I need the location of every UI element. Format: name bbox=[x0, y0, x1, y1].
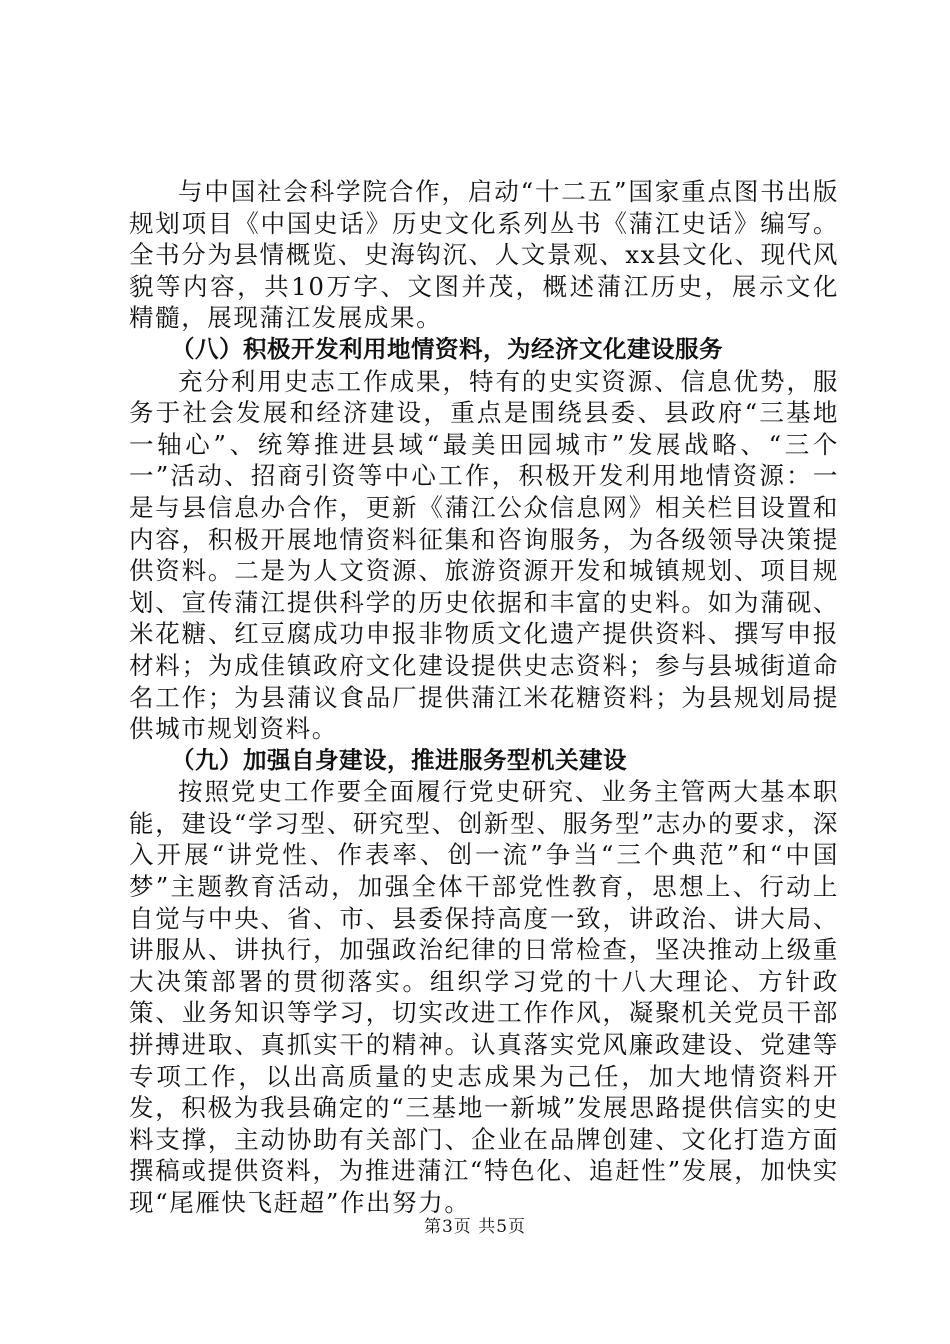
document-body bbox=[129, 176, 839, 1219]
body-paragraph: 与中国社会科学院合作，启动“十二五”国家重点图书出版规划项目《中国史话》历史文化系列丛书《蒲江史话》编写。全书分为县情概览、史海钩沉、人文景观、xx县文化、现代风貌等内容，共10万字、文图并茂，概述蒲江历史，展示文化精髓，展现蒲江发展成果。 bbox=[129, 177, 839, 333]
section-heading-8: （八）积极开发利用地情资料，为经济文化建设服务 bbox=[171, 334, 723, 363]
body-paragraph: 充分利用史志工作成果，特有的史实资源、信息优势，服务于社会发展和经济建设，重点是围绕县委、县政府“三基地一轴心”、统筹推进县域“最美田园城市”发展战略、“三个一”活动、招商引资等中心工作，积极开发利用地情资源：一是与县信息办合作，更新《蒲江公众信息网》相关栏目设置和内容，积极开展地情资料征集和咨询服务，为各级领导决策提供资料。二是为人文资源、旅游资源开发和城镇规划、项目规划、宣传蒲江提供科学的历史依据和丰富的史料。如为蒲砚、米花糖、红豆腐成功申报非物质文化遗产提供资料、撰写申报材料；为成佳镇政府文化建设提供史志资料；参与县城街道命名工作；为县蒲议食品厂提供蒲江米花糖资料；为县规划局提供城市规划资料。 bbox=[129, 366, 839, 744]
page-footer: 第3页 共5页 bbox=[423, 1217, 527, 1237]
section-heading-9: （九）加强自身建设，推进服务型机关建设 bbox=[171, 745, 627, 774]
body-paragraph: 按照党史工作要全面履行党史研究、业务主管两大基本职能，建设“学习型、研究型、创新型、服务型”志办的要求，深入开展“讲党性、作表率、创一流”争当“三个典范”和“中国梦”主题教育活动，加强全体干部党性教育，思想上、行动上自觉与中央、省、市、县委保持高度一致，讲政治、讲大局、讲服从、讲执行，加强政治纪律的日常检查，坚决推动上级重大决策部署的贯彻落实。组织学习党的十八大理论、方针政策、业务知识等学习，切实改进工作作风，凝聚机关党员干部拼搏进取、真抓实干的精神。认真落实党风廉政建设、党建等专项工作，以出高质量的史志成果为己任，加大地情资料开发，积极为我县确定的“三基地一新城”发展思路提供信实的史料支撑，主动协助有关部门、企业在品牌创建、文化打造方面撰稿或提供资料，为推进蒲江“特色化、追赶性”发展，加快实现“尾雁快飞赶超”作出努力。 bbox=[129, 777, 839, 1217]
